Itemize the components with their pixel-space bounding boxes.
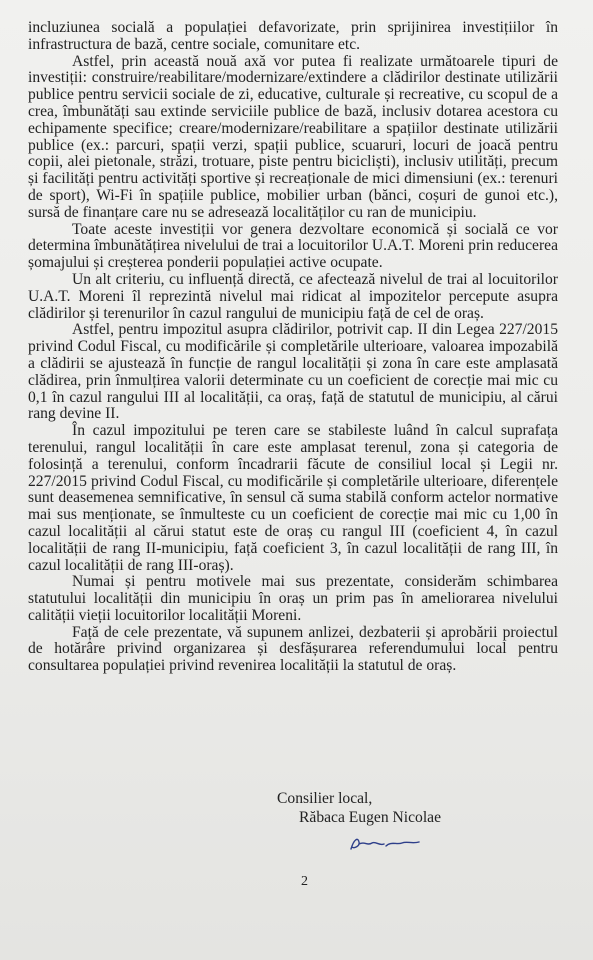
document-body <box>28 20 558 675</box>
handwritten-signature <box>345 832 435 854</box>
page-number: 2 <box>301 874 308 889</box>
signature-block <box>277 791 441 827</box>
paragraph: Numai și pentru motivele mai sus prezentate, considerăm schimbarea statutului localității din municipiu în oraș un prim pas în ameliorarea nivelului calității vieții locuitorilor localității Moreni. <box>28 573 558 624</box>
paragraph: Astfel, pentru impozitul asupra clădirilor, potrivit cap. II din Legea 227/2015 privind Codul Fiscal, cu modificările și completările ulterioare, valoarea impozabilă a clădirii se ajustează în funcție de rangul localității și zona în care este amplasată clădirea, prin înmulțirea valorii determinate cu un coeficient de corecție mai mic cu 0,1 în cazul rangului III al localității, ca oraș, față de statutul de municipiu, al cărui rang devine II. <box>28 321 558 423</box>
signer-name: Răbaca Eugen Nicolae <box>299 808 442 826</box>
paragraph: Toate aceste investiții vor genera dezvoltare economică și socială ce vor determina îmbunătățirea nivelului de trai a locuitorilor U.A.T. Moreni prin reducerea șomajului și creșterea ponderii populației active ocupate. <box>28 220 558 272</box>
paragraph: Un alt criteriu, cu influență directă, ce afectează nivelul de trai al locuitorilor U.A.T. Moreni îl reprezintă nivelul mai ridicat al impozitelor percepute asupra clădirilor și terenurilor în cazul rangului de municipiu față de cel de oraș. <box>28 270 558 322</box>
signer-role: Consilier local, <box>277 790 373 807</box>
paragraph: În cazul impozitului pe teren care se stabileste luând în calcul suprafața terenului, rangul localității în care este amplasat terenul, zona și categoria de folosință a terenului, conform încadrarii făcute de consiliul local și Legii nr. 227/2015 privind Codul Fiscal, cu modificările și completările ulterioare, diferențele sunt deasemenea semnificative, în sensul că suma stabilă conform actelor normative mai sus menționate, se înmulteste cu un coeficient de corecție mai mic cu 1,00 în cazul localității al cărui statut este de oraș cu rangul III (coeficient 4, în cazul localității de rang II-municipiu, față coeficient 3, în cazul localității de rang III, în cazul localității de rang III-oraș). <box>28 422 558 574</box>
paragraph: Față de cele prezentate, vă supunem anlizei, dezbaterii și aprobării proiectul de hotărâre privind organizarea și desfășurarea referendumului local pentru consultarea populației privind revenirea localității la statutul de oraș. <box>28 623 558 675</box>
paragraph: incluziunea socială a populației defavorizate, prin sprijinirea investițiilor în infrastructura de bază, centre sociale, comunitare etc. <box>28 19 558 53</box>
paragraph: Astfel, prin această nouă axă vor putea fi realizate următoarele tipuri de investiții: construire/reabilitare/modernizare/extindere a clădirilor destinate utilizării publice pentru servicii sociale de zi, educative, culturale și recreative, cu scopul de a crea, îmbunătăți sau extinde serviciile publice de bază, inclusiv dotarea acestora cu echipamente specifice; creare/modernizare/reabilitare a spațiilor destinate utilizării publice (ex.: parcuri, spații verzi, spații publice, scuaruri, locuri de joacă pentru copii, alei pietonale, străzi, trotuare, piste pentru bicicliști), inclusiv utilități, precum și facilități pentru activități sportive și recreaționale de mici dimensiuni (ex.: terenuri de sport), Wi-Fi în spațiile publice, mobilier urban (bănci, coșuri de gunoi etc.), sursă de finanțare care nu se adresează localităților cu ran de municipiu. <box>28 52 558 221</box>
